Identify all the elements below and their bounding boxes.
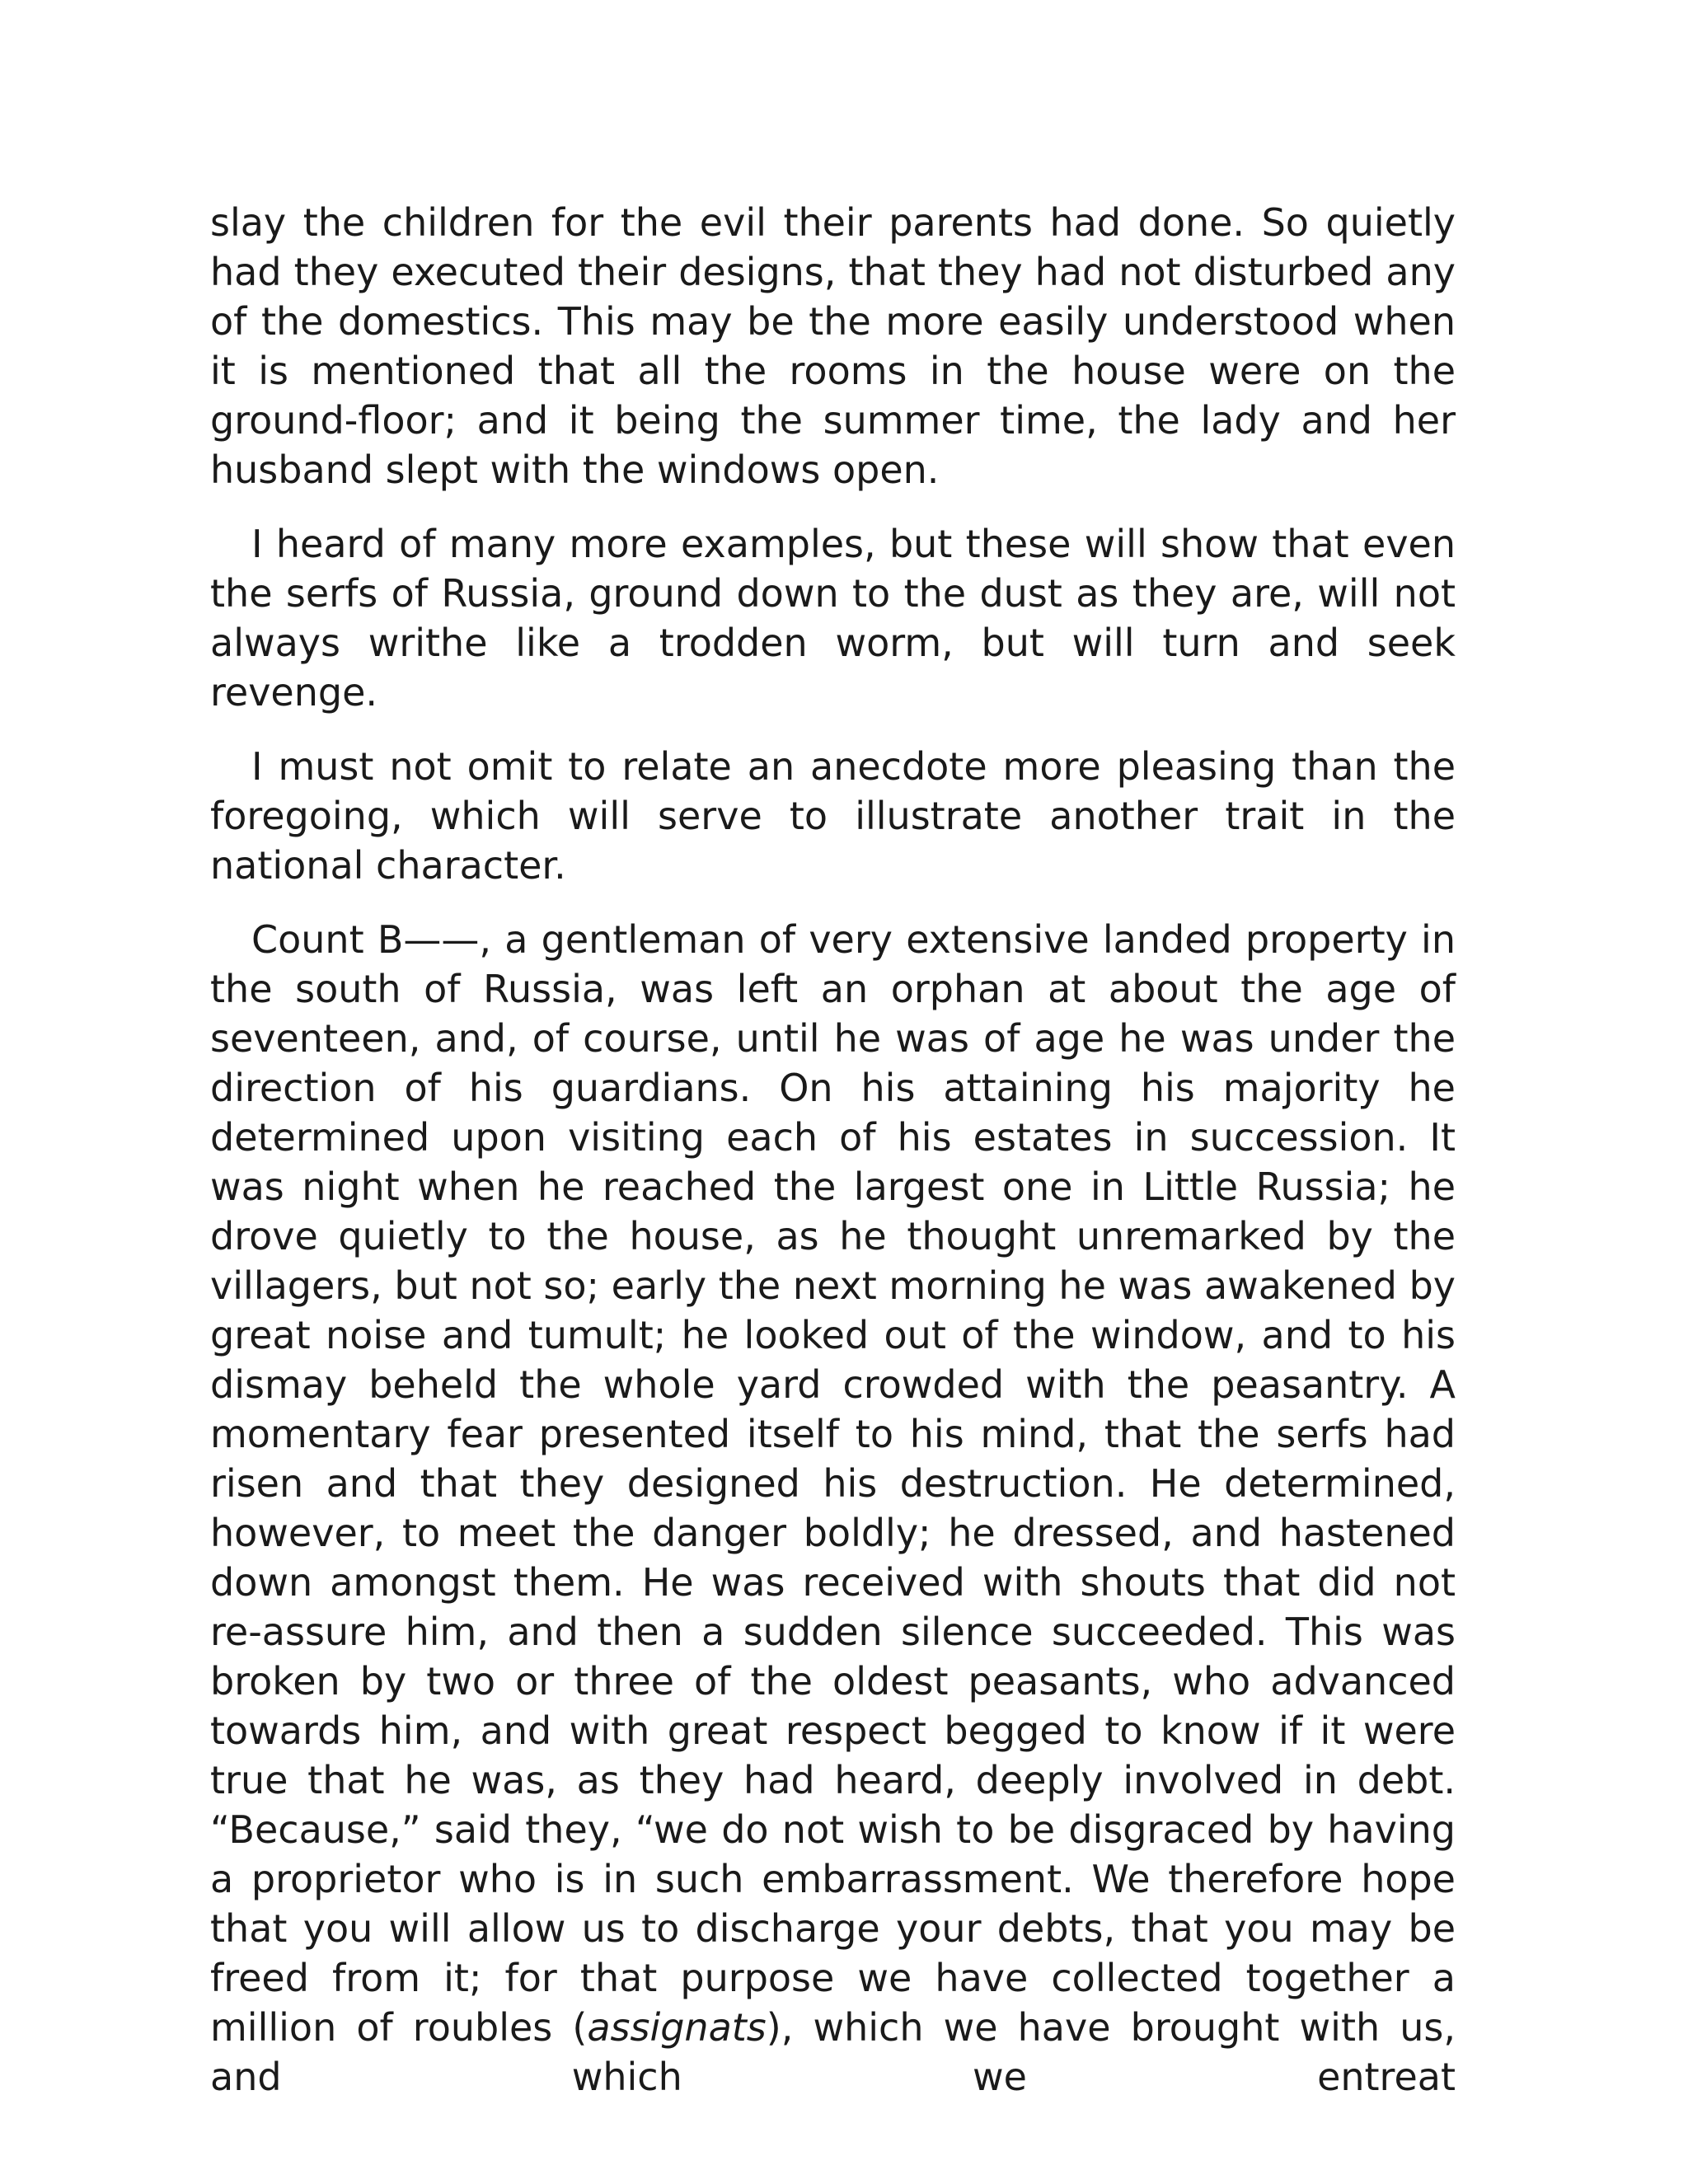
- page-body: [210, 198, 1456, 2126]
- paragraph-4-italic-term: assignats: [587, 2005, 767, 2050]
- paragraph-4: [210, 915, 1456, 2102]
- paragraph-2: [210, 519, 1456, 717]
- paragraph-3: [210, 742, 1456, 890]
- paragraph-1-text: slay the children for the evil their parents had done. So quietly had they executed their designs, that they had not disturbed any of the domestics. This may be the more easily understood when it is mentioned that all the rooms in the house were on the ground-floor; and it being the summer time, the lady and her husband slept with the windows open.: [210, 200, 1456, 492]
- paragraph-4-text: Count B——, a gentleman of very extensive landed property in the south of Russia, was left an orphan at about the age of seventeen, and, of course, until he was of age he was under the direction of his guardians. On his attaining his majority he determined upon visiting each of his estates in succession. It was night when he reached the largest one in Little Russia; he drove quietly to the house, as he thought unremarked by the villagers, but not so; early the next morning he was awakened by great noise and tumult; he looked out of the window, and to his dismay beheld the whole yard crowded with the peasantry. A momentary fear presented itself to his mind, that the serfs had risen and that they designed his destruction. He determined, however, to meet the danger boldly; he dressed, and hastened down amongst them. He was received with shouts that did not re-assure him, and then a sudden silence succeeded. This was broken by two or three of the oldest peasants, who advanced towards him, and with great respect begged to know if it were true that he was, as they had heard, deeply involved in debt. “Because,” said they, “we do not wish to be disgraced by having a proprietor who is in such embarrassment. We therefore hope that you will allow us to discharge your debts, that you may be freed from it; for that purpose we have collected together a million of roubles (: [210, 917, 1456, 2050]
- paragraph-3-text: I must not omit to relate an anecdote more pleasing than the foregoing, which will serve to illustrate another trait in the national character.: [210, 744, 1456, 888]
- paragraph-1: [210, 198, 1456, 494]
- paragraph-2-text: I heard of many more examples, but these will show that even the serfs of Russia, ground down to the dust as they are, will not always writhe like a trodden worm, but will turn and seek revenge.: [210, 522, 1456, 715]
- paragraph-4-text-end: ), which we have brought with us, and which we entreat: [210, 2005, 1456, 2099]
